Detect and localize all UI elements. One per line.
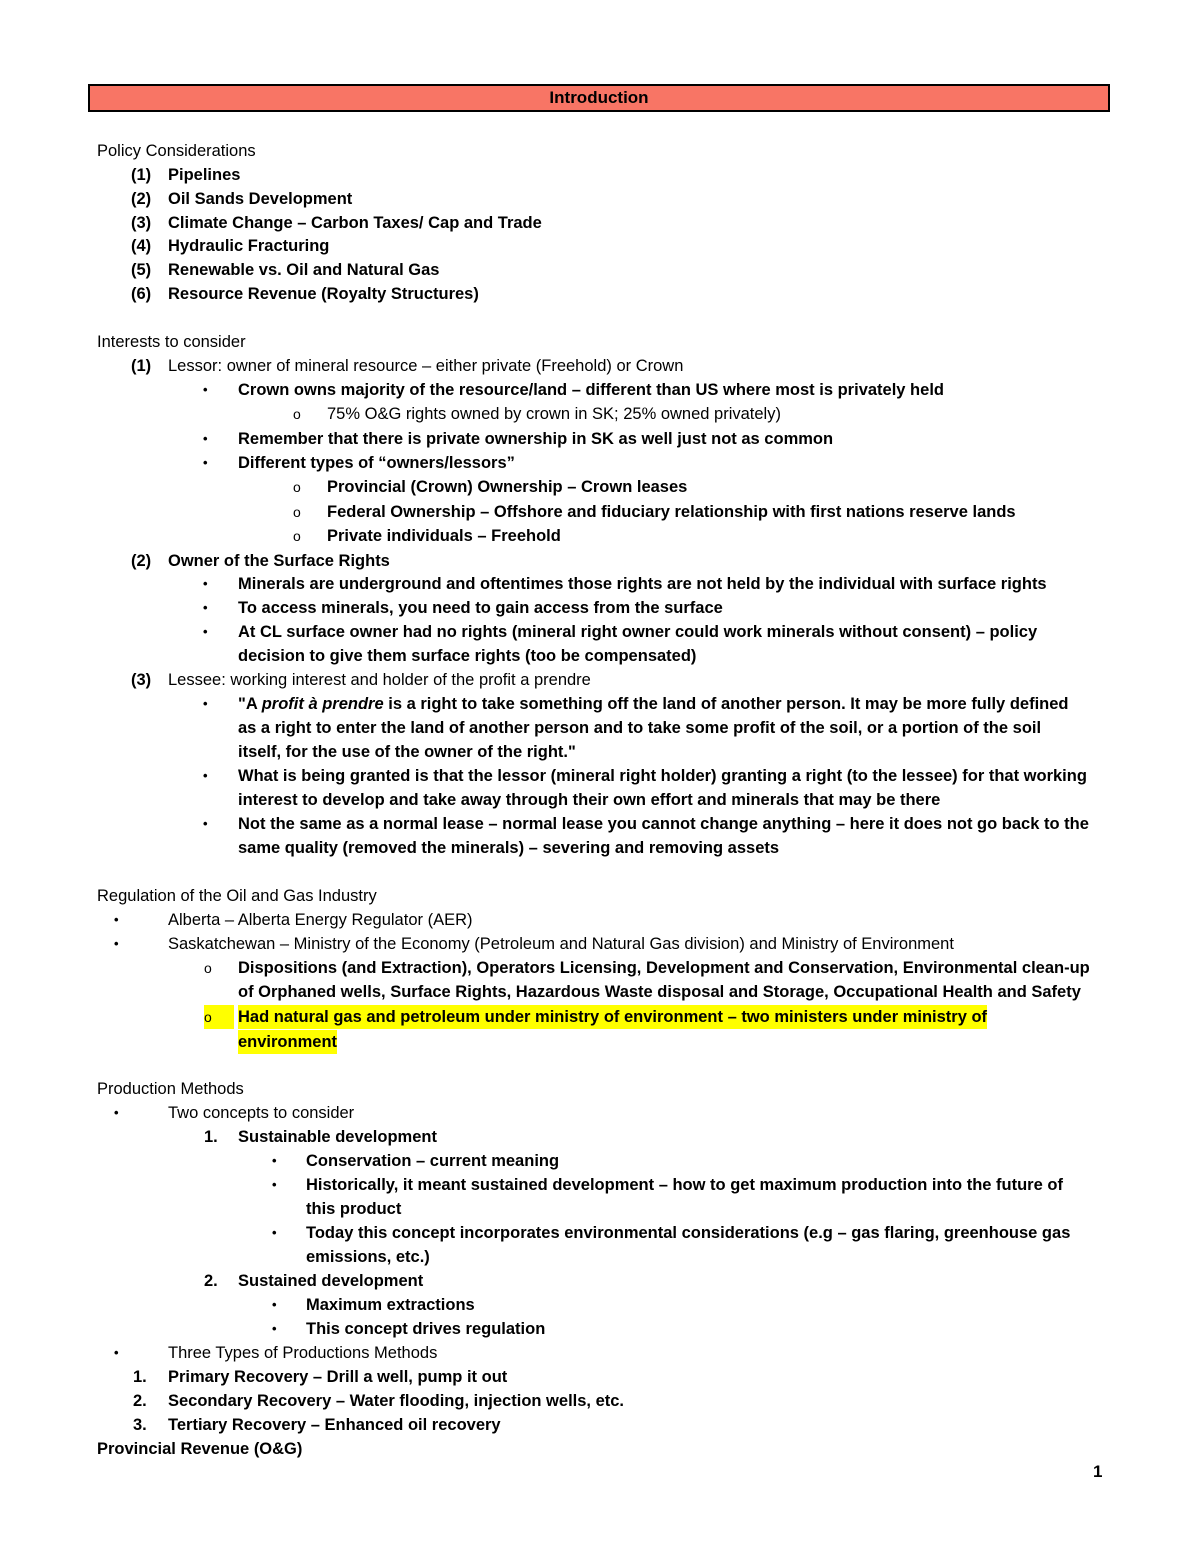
- list-marker: •: [114, 936, 119, 951]
- list-marker: (3): [131, 671, 152, 689]
- list-marker: •: [114, 1345, 119, 1360]
- line-text: To access minerals, you need to gain access from the surface: [238, 599, 723, 617]
- list-marker: •: [203, 696, 208, 711]
- line-text: Different types of “owners/lessors”: [238, 454, 515, 472]
- list-marker: o: [293, 406, 301, 422]
- line-text: Remember that there is private ownership in SK as well just not as common: [238, 430, 834, 448]
- list-marker: •: [203, 816, 208, 831]
- list-marker: (6): [131, 285, 152, 303]
- list-marker: •: [203, 600, 208, 615]
- list-marker: o: [293, 504, 301, 520]
- line-text: Dispositions (and Extraction), Operators Licensing, Development and Conservation, Environmental clean-up: [238, 959, 1090, 977]
- line-text: "A profit à prendre is a right to take something off the land of another person. It may be more fully defined: [238, 695, 1069, 713]
- line-text: Provincial Revenue (O&G): [97, 1440, 303, 1458]
- list-marker: (2): [131, 190, 152, 208]
- line-text: Owner of the Surface Rights: [168, 552, 390, 570]
- line-text: Resource Revenue (Royalty Structures): [168, 285, 479, 303]
- line-text: Federal Ownership – Offshore and fiduciary relationship with first nations reserve lands: [327, 503, 1016, 521]
- list-marker: 2.: [204, 1272, 218, 1290]
- list-marker: •: [203, 455, 208, 470]
- list-marker: (2): [131, 552, 152, 570]
- italic-term: profit à prendre: [261, 695, 384, 713]
- list-marker: (3): [131, 214, 152, 232]
- line-text: Interests to consider: [97, 333, 246, 351]
- line-text: Maximum extractions: [306, 1296, 475, 1314]
- line-text: 75% O&G rights owned by crown in SK; 25% owned privately): [327, 405, 781, 423]
- line-text: Tertiary Recovery – Enhanced oil recovery: [168, 1416, 501, 1434]
- list-marker: 2.: [133, 1392, 147, 1410]
- line-text: Renewable vs. Oil and Natural Gas: [168, 261, 440, 279]
- page-number: 1: [1093, 1462, 1103, 1481]
- list-marker: o: [293, 528, 301, 544]
- list-marker: o: [204, 960, 212, 976]
- line-text: interest to develop and take away through their own effort and minerals that may be there: [238, 791, 941, 809]
- line-text: environment: [238, 1030, 337, 1054]
- list-marker: (1): [131, 166, 152, 184]
- list-marker: •: [203, 431, 208, 446]
- list-marker: •: [272, 1177, 277, 1192]
- line-text: Secondary Recovery – Water flooding, injection wells, etc.: [168, 1392, 625, 1410]
- line-text: Three Types of Productions Methods: [168, 1344, 438, 1362]
- line-text: this product: [306, 1200, 402, 1218]
- list-marker: o: [204, 1005, 234, 1029]
- line-text: Pipelines: [168, 166, 241, 184]
- line-text: At CL surface owner had no rights (mineral right owner could work minerals without consent) – policy: [238, 623, 1038, 641]
- list-marker: •: [272, 1297, 277, 1312]
- list-marker: (1): [131, 357, 152, 375]
- line-text: Saskatchewan – Ministry of the Economy (Petroleum and Natural Gas division) and Ministry of Environment: [168, 935, 954, 953]
- line-text: Production Methods: [97, 1080, 244, 1098]
- line-text: emissions, etc.): [306, 1248, 430, 1266]
- list-marker: •: [203, 768, 208, 783]
- line-text: Alberta – Alberta Energy Regulator (AER): [168, 911, 473, 929]
- line-text: Today this concept incorporates environmental considerations (e.g – gas flaring, greenhouse gas: [306, 1224, 1071, 1242]
- line-text: of Orphaned wells, Surface Rights, Hazardous Waste disposal and Storage, Occupational Health and Safety: [238, 983, 1081, 1001]
- line-text: as a right to enter the land of another person and to take some profit of the soil, or a portion of the soil: [238, 719, 1042, 737]
- line-text: Climate Change – Carbon Taxes/ Cap and Trade: [168, 214, 542, 232]
- list-marker: •: [114, 912, 119, 927]
- line-text: Not the same as a normal lease – normal lease you cannot change anything – here it does not go back to the: [238, 815, 1089, 833]
- line-text: Lessee: working interest and holder of the profit a prendre: [168, 671, 591, 689]
- line-text: decision to give them surface rights (too be compensated): [238, 647, 697, 665]
- line-text: Sustainable development: [238, 1128, 437, 1146]
- list-marker: •: [203, 624, 208, 639]
- list-marker: (5): [131, 261, 152, 279]
- list-marker: •: [272, 1321, 277, 1336]
- list-marker: o: [293, 479, 301, 495]
- line-text: Lessor: owner of mineral resource – either private (Freehold) or Crown: [168, 357, 684, 375]
- list-marker: 1.: [133, 1368, 147, 1386]
- line-text: Primary Recovery – Drill a well, pump it out: [168, 1368, 508, 1386]
- section-banner: Introduction: [88, 84, 1110, 112]
- line-text: Minerals are underground and oftentimes those rights are not held by the individual with surface rights: [238, 575, 1047, 593]
- line-text: Hydraulic Fracturing: [168, 237, 330, 255]
- line-text: Historically, it meant sustained development – how to get maximum production into the future of: [306, 1176, 1063, 1194]
- line-text: itself, for the use of the owner of the right.": [238, 743, 576, 761]
- line-text: Crown owns majority of the resource/land – different than US where most is privately held: [238, 381, 944, 399]
- list-marker: (4): [131, 237, 152, 255]
- list-marker: •: [203, 576, 208, 591]
- line-text: Sustained development: [238, 1272, 424, 1290]
- line-text: What is being granted is that the lessor (mineral right holder) granting a right (to the lessee) for that working: [238, 767, 1087, 785]
- line-text: same quality (removed the minerals) – severing and removing assets: [238, 839, 780, 857]
- line-text: Regulation of the Oil and Gas Industry: [97, 887, 377, 905]
- list-marker: •: [114, 1105, 119, 1120]
- line-text: This concept drives regulation: [306, 1320, 546, 1338]
- line-text: Provincial (Crown) Ownership – Crown leases: [327, 478, 688, 496]
- line-text: Had natural gas and petroleum under ministry of environment – two ministers under ministry of: [238, 1005, 987, 1029]
- list-marker: 3.: [133, 1416, 147, 1434]
- line-text: Private individuals – Freehold: [327, 527, 561, 545]
- list-marker: •: [272, 1153, 277, 1168]
- list-marker: 1.: [204, 1128, 218, 1146]
- line-text: Oil Sands Development: [168, 190, 353, 208]
- list-marker: •: [203, 382, 208, 397]
- line-text: Policy Considerations: [97, 142, 256, 160]
- line-text: Conservation – current meaning: [306, 1152, 560, 1170]
- list-marker: •: [272, 1225, 277, 1240]
- line-text: Two concepts to consider: [168, 1104, 355, 1122]
